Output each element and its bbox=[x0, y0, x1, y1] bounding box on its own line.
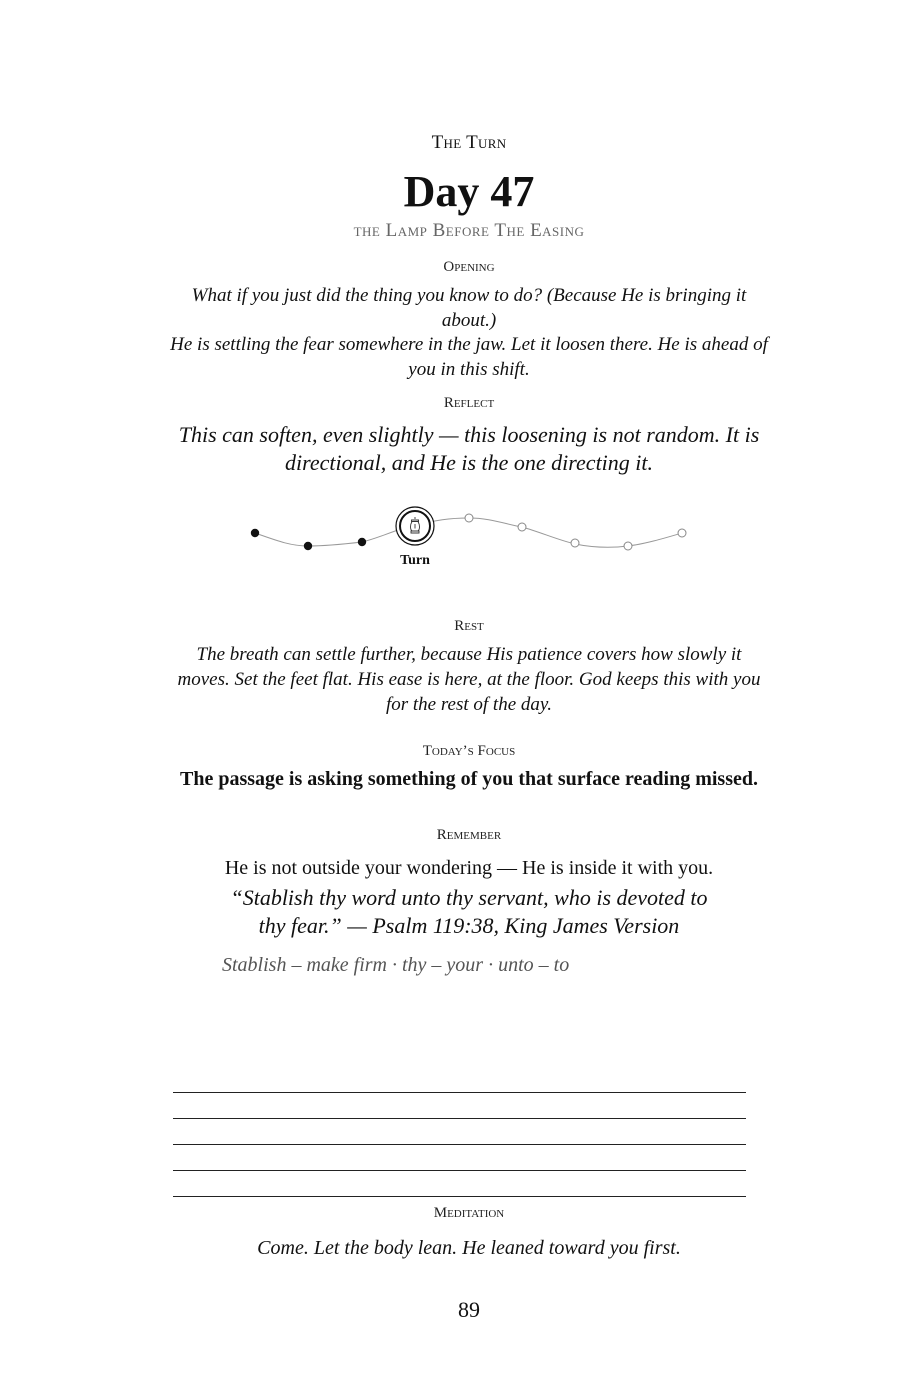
journal-line[interactable] bbox=[173, 1118, 746, 1119]
journey-step-completed bbox=[304, 542, 312, 550]
journey-step-current bbox=[396, 507, 434, 545]
journey-step-upcoming bbox=[518, 523, 526, 531]
reflect-text: This can soften, even slightly — this loosening is not random. It is directional, and He is the one directing it. bbox=[178, 422, 760, 475]
journey-step-completed bbox=[251, 529, 259, 537]
remember-text: He is not outside your wondering — He is inside it with you. bbox=[224, 857, 714, 879]
opening-line-1: What if you just did the thing you know to do? (Because He is bringing it about.) bbox=[191, 285, 747, 331]
journey-step-completed bbox=[358, 538, 366, 546]
journal-line[interactable] bbox=[173, 1196, 746, 1197]
part-label: The Turn bbox=[431, 132, 507, 153]
page-number: 89 bbox=[458, 1297, 480, 1322]
remember-label: Remember bbox=[436, 827, 502, 843]
focus-label: Today’s Focus bbox=[422, 743, 516, 759]
journey-progress-path bbox=[240, 500, 700, 580]
word-glossary: Stablish – make firm · thy – your · unto – to bbox=[222, 954, 570, 976]
journal-line[interactable] bbox=[173, 1092, 746, 1093]
journey-step-upcoming bbox=[571, 539, 579, 547]
opening-text bbox=[170, 284, 768, 382]
rest-label: Rest bbox=[454, 618, 484, 634]
journal-line[interactable] bbox=[173, 1144, 746, 1145]
opening-line-2: He is settling the fear somewhere in the jaw. Let it loosen there. He is ahead of you in this shift. bbox=[170, 334, 768, 380]
opening-label: Opening bbox=[443, 259, 495, 275]
journey-step-upcoming bbox=[678, 529, 686, 537]
day-title: Day 47 bbox=[403, 167, 535, 216]
journey-step-upcoming bbox=[624, 542, 632, 550]
meditation-label: Meditation bbox=[433, 1205, 505, 1221]
focus-text: The passage is asking something of you that surface reading missed. bbox=[179, 768, 759, 790]
journey-step-upcoming bbox=[465, 514, 473, 522]
meditation-text: Come. Let the body lean. He leaned toward you first. bbox=[257, 1237, 681, 1259]
journal-line[interactable] bbox=[173, 1170, 746, 1171]
verse-line-2: thy fear.” — Psalm 119:38, King James Version bbox=[258, 913, 680, 938]
scripture-verse bbox=[200, 884, 738, 940]
day-subtitle: the Lamp Before The Easing bbox=[353, 220, 585, 241]
rest-text: The breath can settle further, because His patience covers how slowly it moves. Set the feet flat. His ease is here, at the floor. God keeps this with you for the rest of the day. bbox=[177, 644, 761, 715]
verse-line-1: “Stablish thy word unto thy servant, who is devoted to bbox=[230, 885, 708, 910]
reflect-label: Reflect bbox=[443, 395, 495, 411]
journey-current-label: Turn bbox=[400, 553, 430, 568]
